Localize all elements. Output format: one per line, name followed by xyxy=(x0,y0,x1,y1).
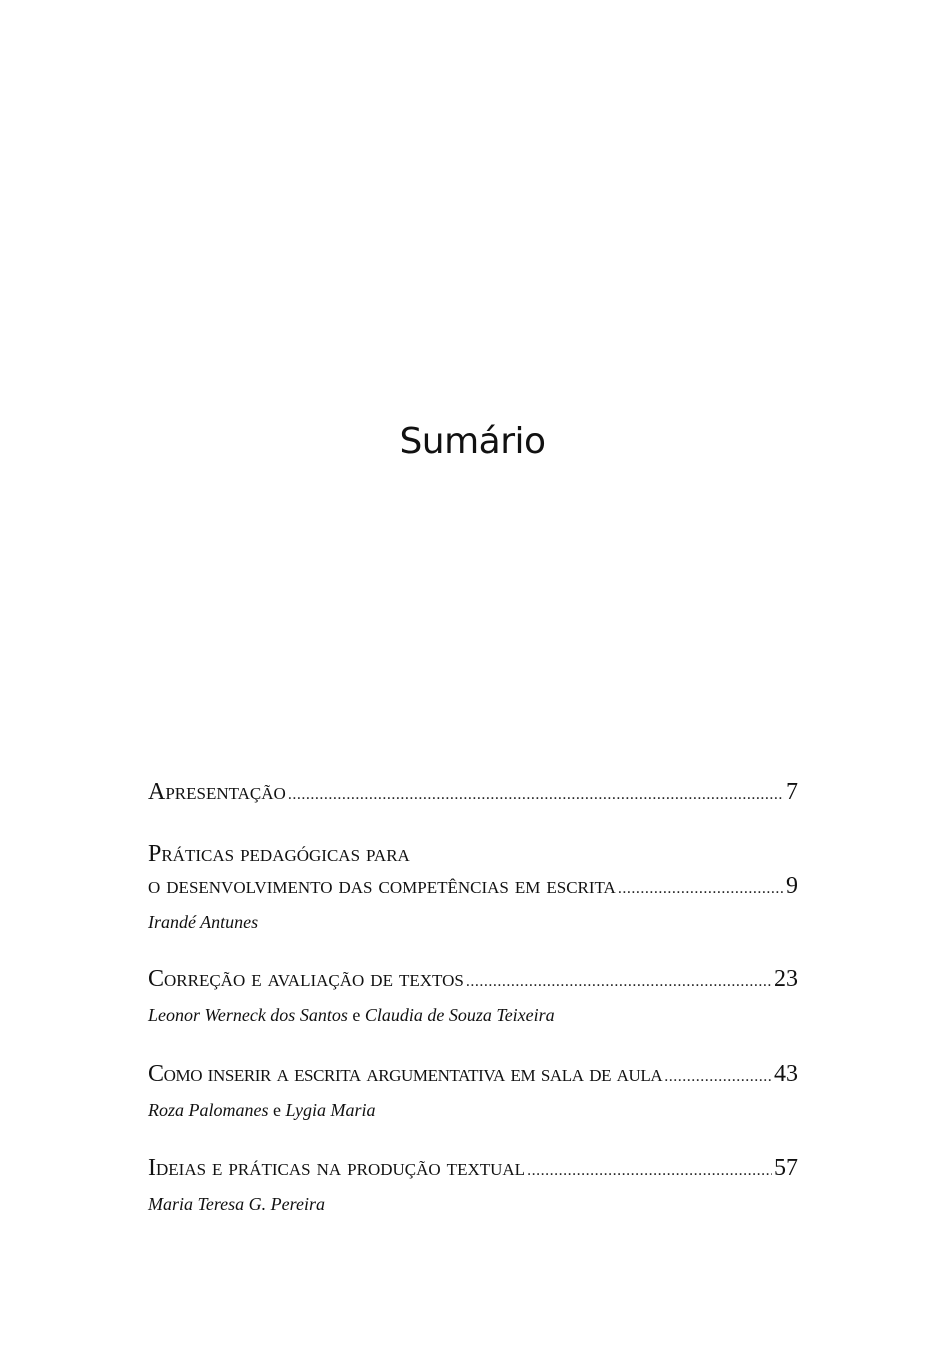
toc-page-number: 43 xyxy=(774,1061,798,1087)
author-name: Roza Palomanes xyxy=(148,1100,269,1120)
toc-page-number: 7 xyxy=(786,779,798,805)
toc-entry-line xyxy=(148,963,798,998)
dot-leader xyxy=(288,779,784,811)
author-name: Lygia Maria xyxy=(285,1100,376,1120)
toc-entry-title-line1: Práticas pedagógicas para xyxy=(148,841,410,867)
toc-entry-line xyxy=(148,870,798,905)
toc-entry-line xyxy=(148,776,798,811)
toc-entry-line xyxy=(148,1152,798,1187)
toc-entry-authors xyxy=(148,1097,798,1123)
toc-entry-title: Ideias e práticas na produção textual xyxy=(148,1155,526,1181)
toc-entry-title: Correção e avaliação de textos xyxy=(148,966,464,992)
dot-leader xyxy=(618,873,784,905)
toc-entry-authors xyxy=(148,1191,798,1217)
toc-page-number: 57 xyxy=(774,1155,798,1181)
dot-leader xyxy=(527,1155,772,1187)
author-conjunction: e xyxy=(352,1005,365,1025)
author-conjunction: e xyxy=(273,1100,286,1120)
toc-entry-apresentacao[interactable] xyxy=(148,776,798,811)
toc-entry-authors xyxy=(148,1002,798,1028)
toc-entry-line xyxy=(148,1058,798,1093)
toc-entry-title-line2: o desenvolvimento das competências em escrita xyxy=(148,873,616,899)
author-name: Irandé Antunes xyxy=(148,912,259,932)
author-name: Maria Teresa G. Pereira xyxy=(148,1194,325,1214)
toc-page-number: 9 xyxy=(786,873,798,899)
toc-entry-ideias-praticas[interactable] xyxy=(148,1152,798,1217)
toc-entry-title: Como inserir a escrita argumentativa em sala de aula xyxy=(148,1061,663,1087)
dot-leader xyxy=(466,966,772,998)
dot-leader xyxy=(664,1061,772,1093)
toc-entry-correcao-avaliacao[interactable] xyxy=(148,963,798,1028)
page-title: Sumário xyxy=(399,421,546,462)
toc-entry-escrita-argumentativa[interactable] xyxy=(148,1058,798,1123)
toc-entry-authors xyxy=(148,909,798,935)
author-name: Leonor Werneck dos Santos xyxy=(148,1005,348,1025)
toc-entry-praticas-pedagogicas[interactable] xyxy=(148,838,798,935)
toc-page-number: 23 xyxy=(774,966,798,992)
author-name: Claudia de Souza Teixeira xyxy=(364,1005,555,1025)
toc-entry-title: Apresentação xyxy=(148,779,286,805)
